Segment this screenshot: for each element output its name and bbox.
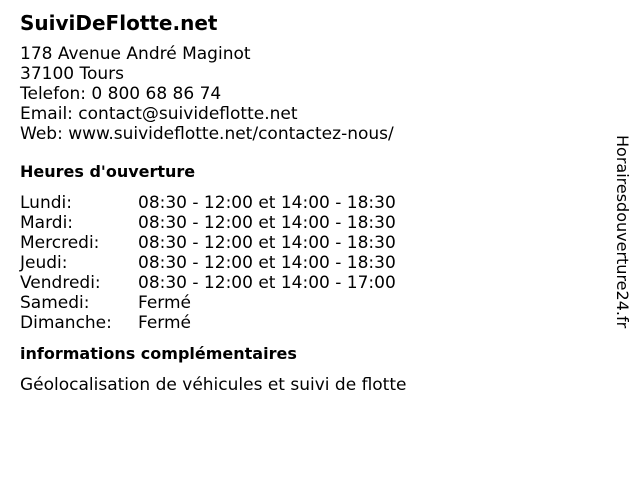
day-label: Mardi: [20, 213, 74, 233]
phone-line: Telefon: 0 800 68 86 74 [20, 84, 222, 104]
address-street: 178 Avenue André Maginot [20, 44, 251, 64]
time-range: Fermé [138, 313, 192, 333]
web-line: Web: www.suivideflotte.net/contactez-nous/ [20, 124, 394, 144]
business-card [20, 10, 600, 395]
hours-row-sunday [20, 313, 600, 333]
hours-row-friday [20, 273, 600, 293]
hours-row-wednesday [20, 233, 600, 253]
hours-row-monday [20, 193, 600, 213]
time-range: 08:30 - 12:00 et 14:00 - 18:30 [138, 213, 396, 233]
hours-row-tuesday [20, 213, 600, 233]
opening-hours-heading: Heures d'ouverture [20, 162, 196, 181]
hours-row-saturday [20, 293, 600, 313]
day-label: Jeudi: [20, 253, 68, 273]
time-range: 08:30 - 12:00 et 14:00 - 18:30 [138, 233, 396, 253]
email-line: Email: contact@suivideflotte.net [20, 104, 298, 124]
day-label: Lundi: [20, 193, 72, 213]
contact-block [20, 44, 600, 144]
time-range: 08:30 - 12:00 et 14:00 - 18:30 [138, 253, 396, 273]
day-label: Samedi: [20, 293, 90, 313]
day-label: Mercredi: [20, 233, 100, 253]
address-city: 37100 Tours [20, 64, 125, 84]
hours-row-thursday [20, 253, 600, 273]
day-label: Vendredi: [20, 273, 101, 293]
day-label: Dimanche: [20, 313, 112, 333]
opening-hours-table [20, 193, 600, 333]
time-range: Fermé [138, 293, 192, 313]
time-range: 08:30 - 12:00 et 14:00 - 18:30 [138, 193, 396, 213]
watermark-text: Horairesdouverture24.fr [613, 135, 632, 329]
time-range: 08:30 - 12:00 et 14:00 - 17:00 [138, 273, 396, 293]
company-name: SuiviDeFlotte.net [20, 11, 218, 35]
additional-info-text: Géolocalisation de véhicules et suivi de flotte [20, 375, 407, 395]
additional-info-heading: informations complémentaires [20, 344, 297, 363]
